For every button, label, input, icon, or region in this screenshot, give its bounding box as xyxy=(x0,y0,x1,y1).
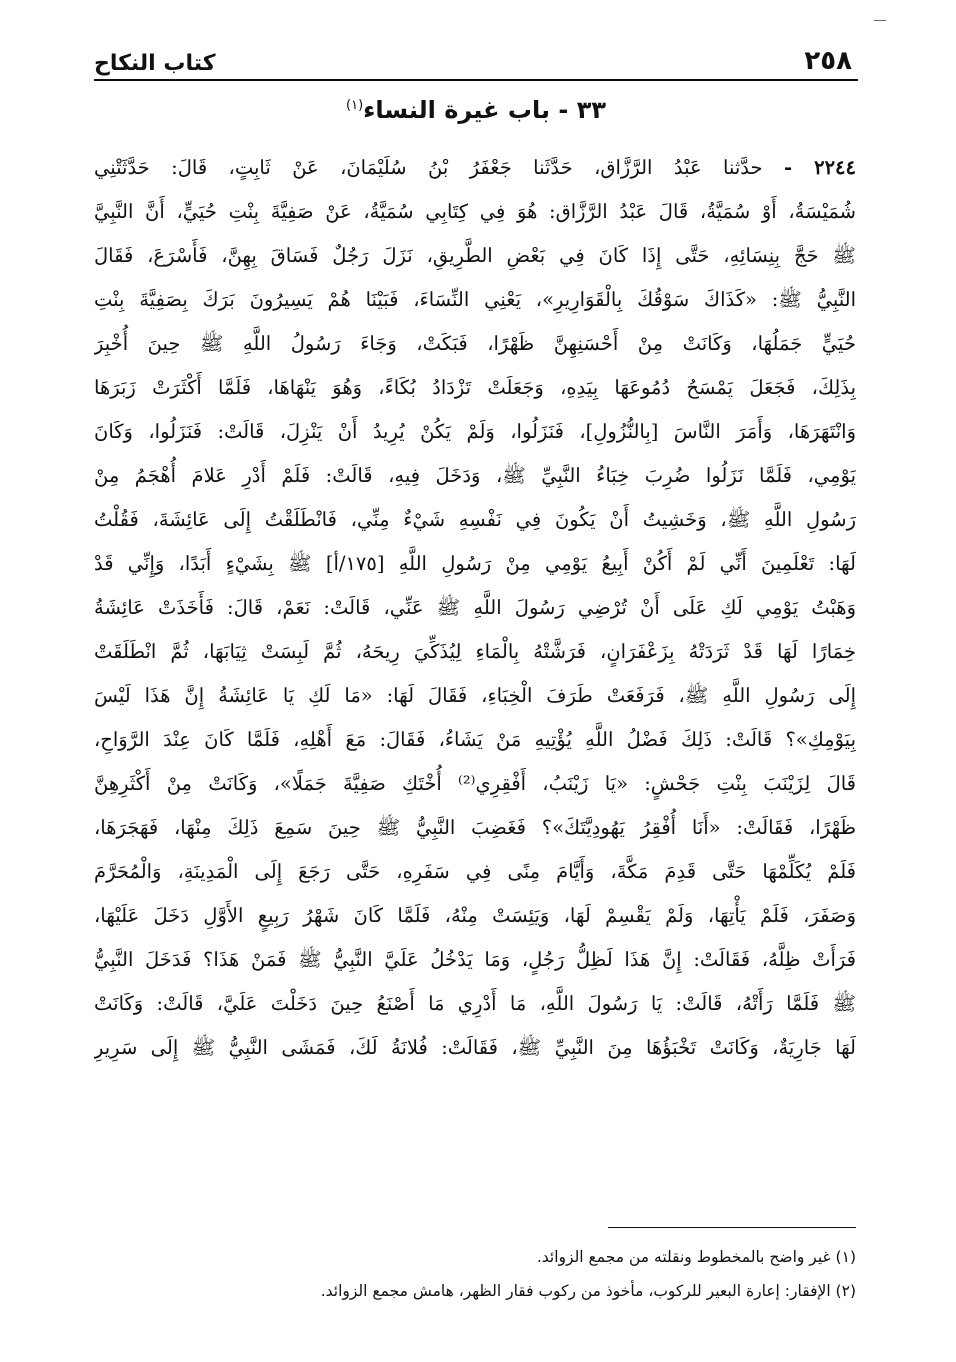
text-line xyxy=(94,718,856,762)
hadith-number: ٢٢٤٤ - xyxy=(784,156,856,179)
text-line-content: إِلَى رَسُولِ اللَّهِ ﷺ، فَرَفَعَتْ طَرَفَ الْخِبَاءِ، فَقَالَ لَهَا: «مَا لَكِ يَا عَائِشَةُ إِنَّ هَذَا لَيْسَ xyxy=(94,684,856,707)
text-line-content: فَلَمْ يُكَلِّمْهَا حَتَّى قَدِمَ مَكَّةَ، وَأَيَّامَ مِنًى فِي سَفَرِهِ، حَتَّى رَجَعَ إِلَى الْمَدِينَةِ، وَالْمُحَرَّمَ xyxy=(94,860,856,883)
text-line xyxy=(94,542,856,586)
page-header xyxy=(94,30,852,76)
book-title: كتاب النكاح xyxy=(94,51,216,76)
text-line-content: وَهَبْتُ يَوْمِي لَكِ عَلَى أَنْ تُرْضِي رَسُولَ اللَّهِ ﷺ عَنِّي، قَالَتْ: نَعَمْ، قَالَ: فَأَخَذَتْ عَائِشَةُ xyxy=(94,596,856,619)
text-line xyxy=(94,762,856,806)
header-divider xyxy=(94,79,858,81)
text-line-content: رَسُولِ اللَّهِ ﷺ، وَخَشِيتُ أَنْ يَكُونَ فِي نَفْسِهِ شَيْءٌ مِنِّي، فَانْطَلَقْتُ إِلَى عَائِشَةَ، فَقُلْتُ xyxy=(94,508,856,531)
text-line-content: حدَّثنا عَبْدُ الرَّزَّاق، حَدَّثَنا جَعْفَرُ بْنُ سُلَيْمَانَ، عَنْ ثَابِتٍ، قَالَ: حَدَّثَتْنِي xyxy=(94,156,763,179)
text-line xyxy=(94,630,856,674)
text-line-content: لَهَا جَارِيَةٌ، وَكَانَتْ تَخْبَؤُهَا مِنَ النَّبِيِّ ﷺ، فَقَالَتْ: فُلانَةُ لَكَ، فَمَشَى النَّبِيُّ ﷺ إِلَى سَرِيرِ xyxy=(94,1036,856,1059)
footnote-1: (١) غير واضح بالمخطوط ونقلته من مجمع الزوائد. xyxy=(536,1248,856,1266)
text-line-content: حُيَيٍّ جَمَلُهَا، وَكَانَتْ مِنْ أَحْسَنِهِنَّ ظَهْرًا، فَبَكَتْ، وَجَاءَ رَسُولُ اللَّهِ ﷺ حِينَ أُخْبِرَ xyxy=(94,332,856,355)
text-line-content: خِمَارًا لَهَا قَدْ ثَرَدَتْهُ بِزَعْفَرَانٍ، فَرَشَّتْهُ بِالْمَاءِ لِيُذَكِّيَ رِيحَهُ، ثُمَّ لَبِسَتْ ثِيَابَهَا، ثُمَّ انْطَلَقَتْ xyxy=(94,640,856,663)
text-line xyxy=(94,454,856,498)
text-line xyxy=(94,498,856,542)
text-line xyxy=(94,894,856,938)
text-line-content: ﷺ حَجَّ بِنِسَائِهِ، حَتَّى إِذَا كَانَ فِي بَعْضِ الطَّرِيقِ، نَزَلَ رَجُلٌ فَسَاقَ بِهِنَّ، فَأَسْرَعَ، فَقَالَ xyxy=(94,244,856,267)
text-line xyxy=(94,674,856,718)
text-line xyxy=(94,410,856,454)
text-line xyxy=(94,366,856,410)
text-line-content: وَصَفَرَ، فَلَمْ يَأْتِهَا، وَلَمْ يَقْسِمْ لَهَا، وَيَئِسَتْ مِنْهُ، فَلَمَّا كَانَ شَهْرُ رَبِيعٍ الأَوَّلِ دَخَلَ عَلَيْهَا، xyxy=(94,904,856,927)
text-line-content: لَهَا: تَعْلَمِينَ أَنِّي لَمْ أَكُنْ أَبِيعُ يَوْمِي مِنْ رَسُولِ اللَّهِ [١٧٥/أ] ﷺ بِشَيْءٍ أَبَدًا، وَإِنِّي قَدْ xyxy=(94,552,856,575)
text-line-content: يَوْمِي، فَلَمَّا نَزَلُوا ضُرِبَ خِبَاءُ النَّبِيِّ ﷺ، وَدَخَلَ فِيهِ، قَالَتْ: فَلَمْ أَدْرِ عَلامَ أُهْجَمُ مِنْ xyxy=(94,464,856,487)
text-line xyxy=(94,322,856,366)
text-line xyxy=(94,234,856,278)
text-line-content: ﷺ فَلَمَّا رَأَتْهُ، قَالَتْ: يَا رَسُولَ اللَّهِ، مَا أَدْرِي مَا أَصْنَعُ حِينَ دَخَلْتَ عَلَيَّ، قَالَتْ: وَكَانَتْ xyxy=(94,992,856,1015)
chapter-title-text: ٣٣ - باب غيرة النساء xyxy=(363,96,606,124)
text-line xyxy=(94,938,856,982)
hadith-text xyxy=(94,146,856,1070)
text-line xyxy=(94,278,856,322)
text-line xyxy=(94,1026,856,1070)
chapter-footnote-ref: (١) xyxy=(346,98,364,113)
text-line-content: شُمَيْسَةُ، أَوْ سُمَيَّةُ، قَالَ عَبْدُ الرَّزَّاق: هُوَ فِي كِتَابِي سُمَيَّةُ، عَنْ صَفِيَّةَ بِنْتِ حُيَيٍّ، أَنَّ النَّبِيَّ xyxy=(94,200,856,223)
footnote-divider xyxy=(608,1227,856,1228)
text-line xyxy=(94,190,856,234)
text-line-content: النَّبِيُّ ﷺ: «كَذَاكَ سَوْقُكَ بِالْقَوَارِيرِ»، يَعْنِي النِّسَاءَ، فَبَيْنَا هُمْ يَسِيرُونَ بَرَكَ بِصَفِيَّةَ بِنْتِ xyxy=(94,288,856,311)
text-line-content: بِذَلِكَ، فَجَعَلَ يَمْسَحُ دُمُوعَهَا بِيَدِهِ، وَجَعَلَتْ تَزْدَادُ بُكَاءً، وَهُوَ يَنْهَاهَا، فَلَمَّا أَكْثَرَتْ زَبَرَهَا xyxy=(94,376,856,399)
text-line-content: وَانْتَهَرَهَا، وَأَمَرَ النَّاسَ [بِالنُّزُولِ]، فَنَزَلُوا، وَلَمْ يَكُنْ يُرِيدُ أَنْ يَنْزِلَ، قَالَتْ: فَنَزَلُوا، وَكَانَ xyxy=(94,420,856,443)
page-number: ٢٥٨ xyxy=(804,46,852,76)
text-line xyxy=(94,850,856,894)
footnotes xyxy=(94,1240,856,1308)
corner-mark xyxy=(874,20,886,21)
text-line-content: فَرَأَتْ ظِلَّهُ، فَقَالَتْ: إِنَّ هَذَا لَظِلُّ رَجُلٍ، وَمَا يَدْخُلُ عَلَيَّ النَّبِيُّ ﷺ فَمَنْ هَذَا؟ فَدَخَلَ النَّبِيُّ xyxy=(94,948,856,971)
text-line xyxy=(94,982,856,1026)
text-line xyxy=(94,806,856,850)
chapter-title xyxy=(94,86,858,130)
text-line xyxy=(94,586,856,630)
text-line xyxy=(94,146,856,190)
text-line-content: ظَهْرًا، فَقَالَتْ: «أَنَا أُفْقِرُ يَهُودِيَّتَكَ»؟ فَغَضِبَ النَّبِيُّ ﷺ حِينَ سَمِعَ ذَلِكَ مِنْهَا، فَهَجَرَهَا، xyxy=(94,816,856,839)
text-line-content: قَالَ لِزَيْنَبَ بِنْتِ جَحْشٍ: «يَا زَيْنَبُ، أَفْقِرِي⁽²⁾ أُخْتَكِ صَفِيَّةَ جَمَلًا»، وَكَانَتْ مِنْ أَكْثَرِهِنَّ xyxy=(94,772,856,795)
footnote-2: (٢) الإفقار: إعارة البعير للركوب، مأخوذ من ركوب فقار الظهر، هامش مجمع الزوائد. xyxy=(320,1282,856,1300)
text-line-content: بِيَوْمِكِ»؟ قَالَتْ: ذَلِكَ فَضْلُ اللَّهِ يُؤْتِيهِ مَنْ يَشَاءُ، فَقَالَ: مَعَ أَهْلِهِ، فَلَمَّا كَانَ عِنْدَ الرَّوَاحِ، xyxy=(94,728,856,751)
